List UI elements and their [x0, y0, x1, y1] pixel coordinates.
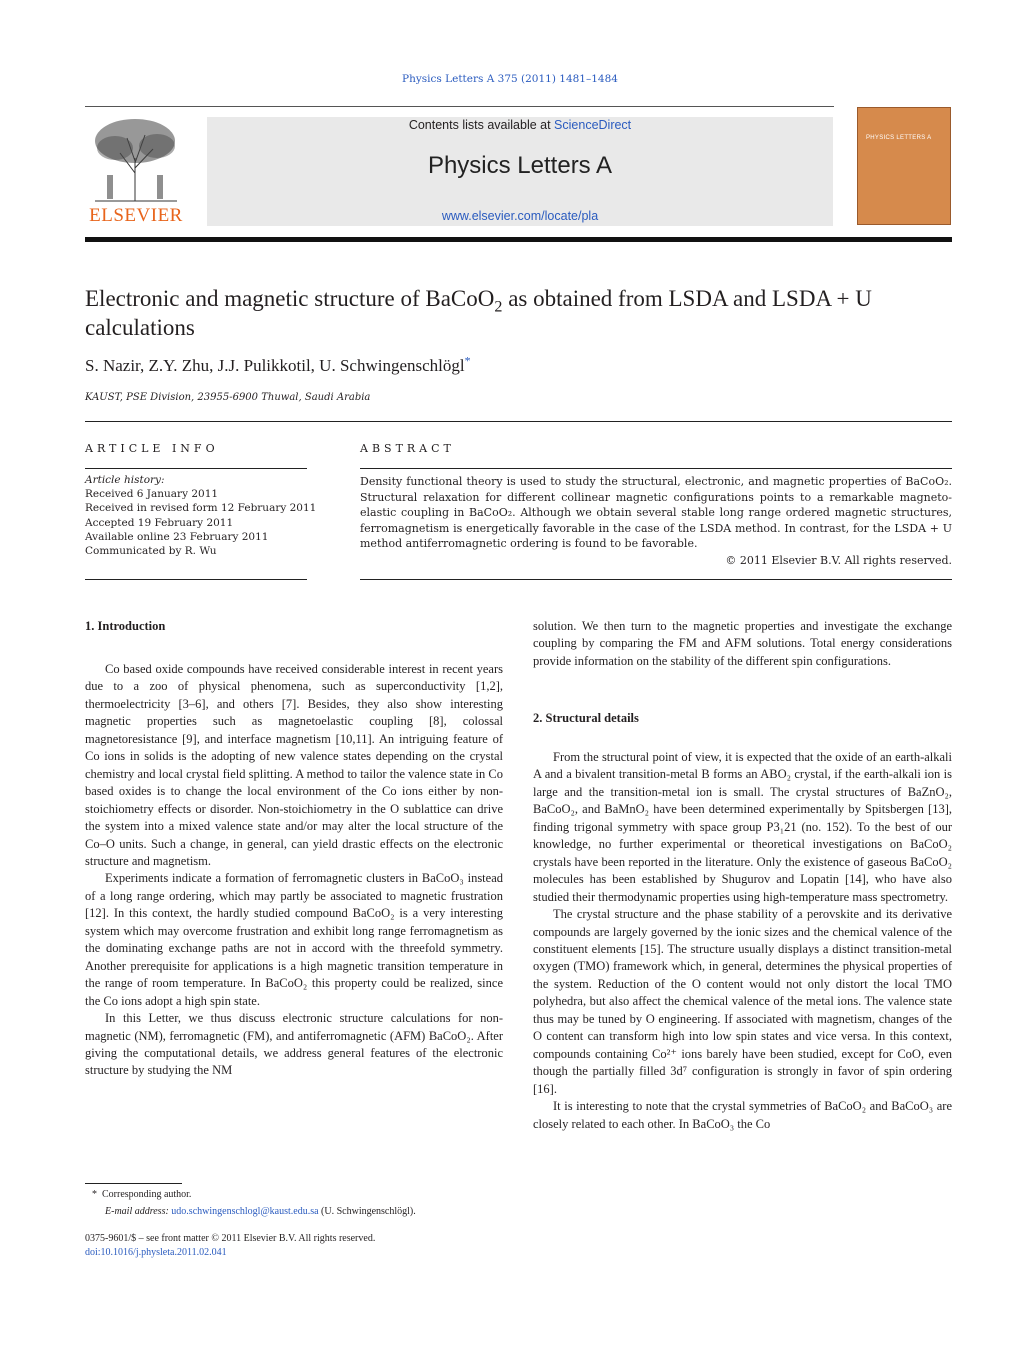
sciencedirect-link[interactable]: ScienceDirect	[554, 118, 632, 132]
revised-date: Received in revised form 12 February 2011	[85, 502, 317, 514]
title-divider	[85, 421, 952, 422]
journal-citation[interactable]: Physics Letters A 375 (2011) 1481–1484	[402, 73, 618, 85]
accepted-date: Accepted 19 February 2011	[85, 517, 234, 529]
intro-paragraph-3-continued: solution. We then turn to the magnetic properties and investigate the exchange coupling by comparing the FM and AFM solutions. Total energy considerations provide information on the stability of the different spin configurations.	[533, 619, 952, 668]
footnote-mark: *	[92, 1189, 97, 1200]
intro-paragraph-2: Experiments indicate a formation of ferromagnetic clusters in BaCoO₃ instead of a long range ordering, which may partly be associated to magnetic frustration [12]. In this context, the hardly studied compound BaCoO₂ is a very interesting system which may overcome frustration and exhibit long range ferromagnetism as the dominating exchange paths are not in accord with the threefold symmetry. Another prerequisite for applications is a high magnetic transition temperature in the range of room temperature. In BaCoO₂ this property could be realized, since the Co ions adopt a high spin state.	[85, 871, 503, 1008]
article-title	[85, 284, 965, 342]
corresponding-author-mark[interactable]: *	[464, 353, 471, 368]
article-info-bottom-rule	[85, 579, 307, 580]
intro-paragraph-1: Co based oxide compounds have received considerable interest in recent years due to a zoo of physical phenomena, such as superconductivity [1,2], thermoelectricity [3–6], and others [7]. Besides, they also show interesting magnetic properties such as magnetoelastic coupling [8], colossal magnetoresistance [9], and interface magnetism [10,11]. An intriguing feature of Co ions in solids is the adopting of new valence states depending on the crystal chemistry and local crystal field splitting. A method to tailor the valence state in Co based oxides is to change the local environment of the Co ions either by non-stoichiometry effects or disorder. Non-stoichiometry in the O sublattice can drive the system into a mixed valence state and/or may alter the local structure of the Co–O units. Such a change, in general, can yield drastic effects on the electronic structure and magnetism.	[85, 662, 503, 868]
publisher-logo-text: ELSEVIER	[89, 205, 183, 226]
received-date: Received 6 January 2011	[85, 488, 219, 500]
abstract-text: Density functional theory is used to study the structural, electronic, and magnetic properties of BaCoO₂. Structural relaxation for different collinear magnetic configurations points to a remarkable magneto-elastic coupling in BaCoO₂. Although we obtain several stable long range ordered magnetic structures, ferromagnetism is energetically favorable in the case of the LSDA method. In contrast, for the LSDA + U method antiferromagnetic ordering is found to be favorable.	[360, 475, 952, 551]
article-info-rule	[85, 468, 307, 469]
journal-homepage-link[interactable]: www.elsevier.com/locate/pla	[441, 209, 599, 223]
email-link[interactable]: udo.schwingenschlogl@kaust.edu.sa	[171, 1206, 319, 1217]
abstract-copyright: © 2011 Elsevier B.V. All rights reserved.	[725, 554, 952, 567]
author-list	[85, 353, 471, 376]
cover-title: PHYSICS LETTERS A	[866, 135, 932, 141]
corresponding-footnote	[92, 1189, 191, 1200]
doi-link[interactable]: doi:10.1016/j.physleta.2011.02.041	[85, 1247, 227, 1258]
title-part1: Electronic and magnetic structure of BaCoO	[85, 286, 495, 311]
front-matter: 0375-9601/$ – see front matter © 2011 Elsevier B.V. All rights reserved.	[85, 1233, 376, 1244]
email-name: (U. Schwingenschlögl).	[321, 1206, 416, 1217]
contents-prefix: Contents lists available at	[408, 118, 555, 132]
left-column-body	[85, 661, 503, 1080]
title-part2: as obtained from LSDA and LSDA + U calculations	[85, 286, 872, 340]
right-column-body	[533, 749, 952, 1133]
header-divider	[85, 106, 834, 107]
article-history-label: Article history:	[85, 474, 165, 486]
footnote-rule	[85, 1183, 182, 1184]
communicated-by: Communicated by R. Wu	[85, 545, 217, 557]
structural-paragraph-3: It is interesting to note that the crystal symmetries of BaCoO₂ and BaCoO₃ are closely related to each other. In BaCoO₃ the Co	[533, 1099, 952, 1131]
abstract-heading: ABSTRACT	[360, 442, 455, 455]
abstract-rule	[360, 468, 952, 469]
right-column-intro-continued	[533, 618, 952, 670]
corresponding-author-label: Corresponding author.	[102, 1189, 192, 1200]
email-label: E-mail address:	[105, 1206, 169, 1217]
email-footnote	[105, 1206, 416, 1217]
section-2-heading: 2. Structural details	[533, 711, 639, 725]
online-date: Available online 23 February 2011	[85, 531, 269, 543]
section-1-heading: 1. Introduction	[85, 619, 166, 633]
affiliation: KAUST, PSE Division, 23955-6900 Thuwal, Saudi Arabia	[85, 392, 371, 403]
journal-title: Physics Letters A	[427, 152, 613, 179]
structural-paragraph-2: The crystal structure and the phase stability of a perovskite and its derivative compounds are largely governed by the ionic sizes and the chemical valence of the constituent elements [15]. The structure usually displays a distinct transition-metal oxygen (TMO) framework which, in general, determines the physical properties of the system. Reduction of the O content would not only distort the local TMO polyhedra, but also affect the chemical valence of the metal ions. The valence state thus may be tuned by O engineering. If associated with magnetism, changes of the O content can transform high into low spin states and vice versa. In this context, compounds containing Co²⁺ ions barely have been studied, except for CoO, even though the partially filled 3d⁷ configuration is strongly in favor of spin ordering [16].	[533, 907, 952, 1096]
intro-paragraph-3: In this Letter, we thus discuss electronic structure calculations for non-magnetic (NM), ferromagnetic (FM), and antiferromagnetic (AFM) BaCoO₂. After giving the computational details, we address general features of the electronic structure by studying the NM	[85, 1011, 503, 1078]
contents-line	[207, 118, 833, 132]
article-info-heading: ARTICLE INFO	[85, 442, 219, 455]
abstract-bottom-rule	[360, 579, 952, 580]
header-thick-rule	[85, 237, 952, 242]
authors: S. Nazir, Z.Y. Zhu, J.J. Pulikkotil, U. Schwingenschlögl	[85, 356, 465, 375]
journal-cover-image	[857, 107, 951, 225]
title-subscript: 2	[494, 298, 503, 316]
structural-paragraph-1: From the structural point of view, it is expected that the oxide of an earth-alkali A and a bivalent transition-metal B forms an ABO₂ crystal, if the earth-alkali ion is large and the transition-metal ion is small. The crystal structures of BaZnO₂, BaCoO₂, and BaMnO₂ have been determined experimentally by Spitsbergen [13], finding trigonal symmetry with space group P3₁21 (no. 152). To the best of our knowledge, no further experimental or theoretical investigations on BaCoO₂ crystals have been reported in the literature. Only the existence of gaseous BaCoO₂ molecules has been established by Shugurov and Lopatin [14], who have also studied their thermodynamic properties using high-temperature mass spectrometry.	[533, 750, 952, 904]
